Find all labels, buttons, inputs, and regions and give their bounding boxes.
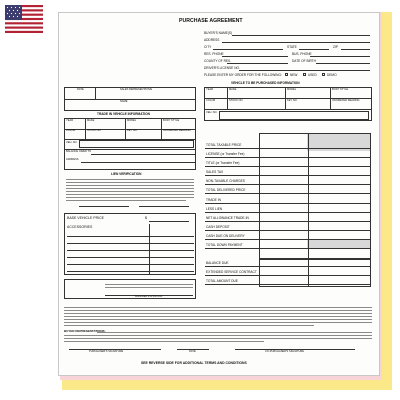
pricing-box	[64, 213, 196, 275]
vehicle-color-label: COLOR	[206, 99, 216, 102]
base-price-label: BASE VEHICLE PRICE	[67, 216, 104, 220]
total-line-5: TOTAL DELIVERED PRICE	[206, 188, 246, 192]
us-flag-icon	[5, 5, 43, 33]
new-checkbox[interactable]	[285, 73, 288, 76]
vehicle-heading: VEHICLE TO BE PURCHASED INFORMATION	[231, 81, 300, 85]
license-label: DRIVER'S LICENSE NO.	[204, 66, 240, 70]
order-prompt: PLEASE ENTER MY ORDER FOR THE FOLLOWING:	[204, 73, 282, 77]
total-line-14: TOTAL AMOUNT DUE	[206, 279, 238, 283]
buyer-city-line[interactable]	[213, 49, 283, 50]
trade-make-label: MAKE	[87, 119, 95, 122]
total-line-4: NON-TAXABLE CHARGES	[206, 179, 245, 183]
res-phone-line[interactable]	[222, 56, 288, 57]
buyer-name-line[interactable]	[232, 35, 370, 36]
vehicle-year-label: YEAR	[206, 88, 214, 91]
trade-body-label: BODY STYLE	[163, 119, 180, 122]
form-title: PURCHASE AGREEMENT	[179, 18, 243, 24]
license-line[interactable]	[239, 70, 370, 71]
vehicle-odometer-label: ODOMETER READING	[332, 99, 360, 102]
trade-year-label: YEAR	[66, 119, 74, 122]
vehicle-stock-label: STOCK NO.	[229, 99, 244, 102]
new-label: NEW	[290, 73, 298, 77]
totals-grid	[259, 133, 371, 259]
trade-color-label: COLOR	[66, 129, 76, 132]
sales-rep-label: SALES REPRESENTATIVE	[120, 88, 153, 91]
name-label: NAME	[120, 100, 128, 103]
total-line-7: LESS LIEN	[206, 207, 223, 211]
lien-heading: LIEN VERIFICATION	[111, 172, 142, 176]
buyer-city-label: CITY	[204, 45, 212, 49]
buyer-rep-heading: BUYER REPRESENTATIONS:	[64, 329, 106, 333]
reverse-side-note: SEE REVERSE SIDE FOR ADDITIONAL TERMS AND CONDITIONS	[141, 361, 247, 365]
county-label: COUNTY OF RES.	[204, 59, 232, 63]
total-line-2: TITLE (or Transfer Fee)	[206, 161, 240, 165]
total-line-8: NET ALLOWANCE TRADE-IN	[206, 216, 249, 220]
res-phone-label: RES. PHONE	[204, 52, 224, 56]
used-label: USED	[308, 73, 317, 77]
trade-address-label: ADDRESS	[66, 158, 79, 161]
buyer-zip-label: ZIP	[333, 45, 338, 49]
manager-approval-label: MANAGER'S APPROVAL	[135, 295, 163, 298]
bus-phone-label: BUS. PHONE	[292, 52, 312, 56]
balance-grid	[259, 259, 371, 287]
date-label: DATE	[77, 88, 84, 91]
total-line-3: SALES TAX	[206, 170, 224, 174]
signature-date-label: DATE	[189, 350, 196, 353]
vehicle-info-grid	[204, 87, 372, 121]
vehicle-make-label: MAKE	[229, 88, 237, 91]
county-line[interactable]	[227, 63, 288, 64]
buyer-address-label: ADDRESS	[204, 38, 220, 42]
vehicle-body-label: BODY STYLE	[332, 88, 349, 91]
buyer-zip-line[interactable]	[341, 49, 370, 50]
dob-label: DATE OF BIRTH	[292, 59, 316, 63]
buyer-state-line[interactable]	[299, 49, 329, 50]
total-line-1: LICENSE (or Transfer Fee)	[206, 152, 245, 156]
trade-odometer-label: ODOMETER READING	[163, 129, 191, 132]
trade-stock-label: STOCK NO.	[87, 129, 102, 132]
base-price-line[interactable]	[149, 221, 189, 222]
trade-info-grid	[64, 118, 196, 170]
demo-label: DEMO	[327, 73, 337, 77]
sale-info-box	[64, 87, 196, 111]
trade-heading: TRADE IN VEHICLE INFORMATION	[97, 112, 150, 116]
approval-box	[64, 279, 196, 299]
total-line-13: EXTENDED SERVICE CONTRACT	[206, 270, 257, 274]
trade-balance-line[interactable]	[91, 154, 195, 155]
vehicle-vin-boxes[interactable]	[219, 111, 369, 120]
purchase-agreement-sheet	[58, 12, 380, 376]
accessories-label: ACCESSORIES	[67, 225, 93, 229]
trade-key-label: KEY NO.	[127, 129, 138, 132]
dob-line[interactable]	[316, 63, 370, 64]
vehicle-model-label: MODEL	[287, 88, 297, 91]
trade-address-line[interactable]	[81, 162, 195, 163]
trade-vin-label: VEH. NO.	[66, 141, 78, 144]
bus-phone-line[interactable]	[310, 56, 370, 57]
total-line-11: TOTAL DOWN PAYMENT	[206, 243, 243, 247]
total-line-12: BALANCE DUE	[206, 261, 229, 265]
trade-model-label: MODEL	[127, 119, 137, 122]
total-line-6: TRADE IN	[206, 198, 221, 202]
buyer-state-label: STATE	[287, 45, 297, 49]
trade-vin-boxes[interactable]	[79, 140, 194, 148]
total-line-10: CASH DUE ON DELIVERY	[206, 234, 245, 238]
total-line-9: CASH DEPOSIT	[206, 225, 230, 229]
vehicle-vin-label: VEH. NO.	[206, 111, 218, 114]
co-purchaser-signature-label: CO-PURCHASER'S SIGNATURE	[265, 350, 304, 353]
purchaser-signature-label: PURCHASER'S SIGNATURE	[89, 350, 124, 353]
buyer-address-line[interactable]	[222, 42, 370, 43]
buyer-name-label: BUYER'S NAME(S)	[204, 31, 233, 35]
vehicle-key-label: KEY NO.	[287, 99, 298, 102]
trade-balance-label: BALANCE OWED TO	[66, 150, 92, 153]
base-price-currency: $	[145, 216, 147, 220]
total-line-0: TOTAL TAXABLE PRICE	[206, 143, 242, 147]
used-checkbox[interactable]	[303, 73, 306, 76]
demo-checkbox[interactable]	[322, 73, 325, 76]
